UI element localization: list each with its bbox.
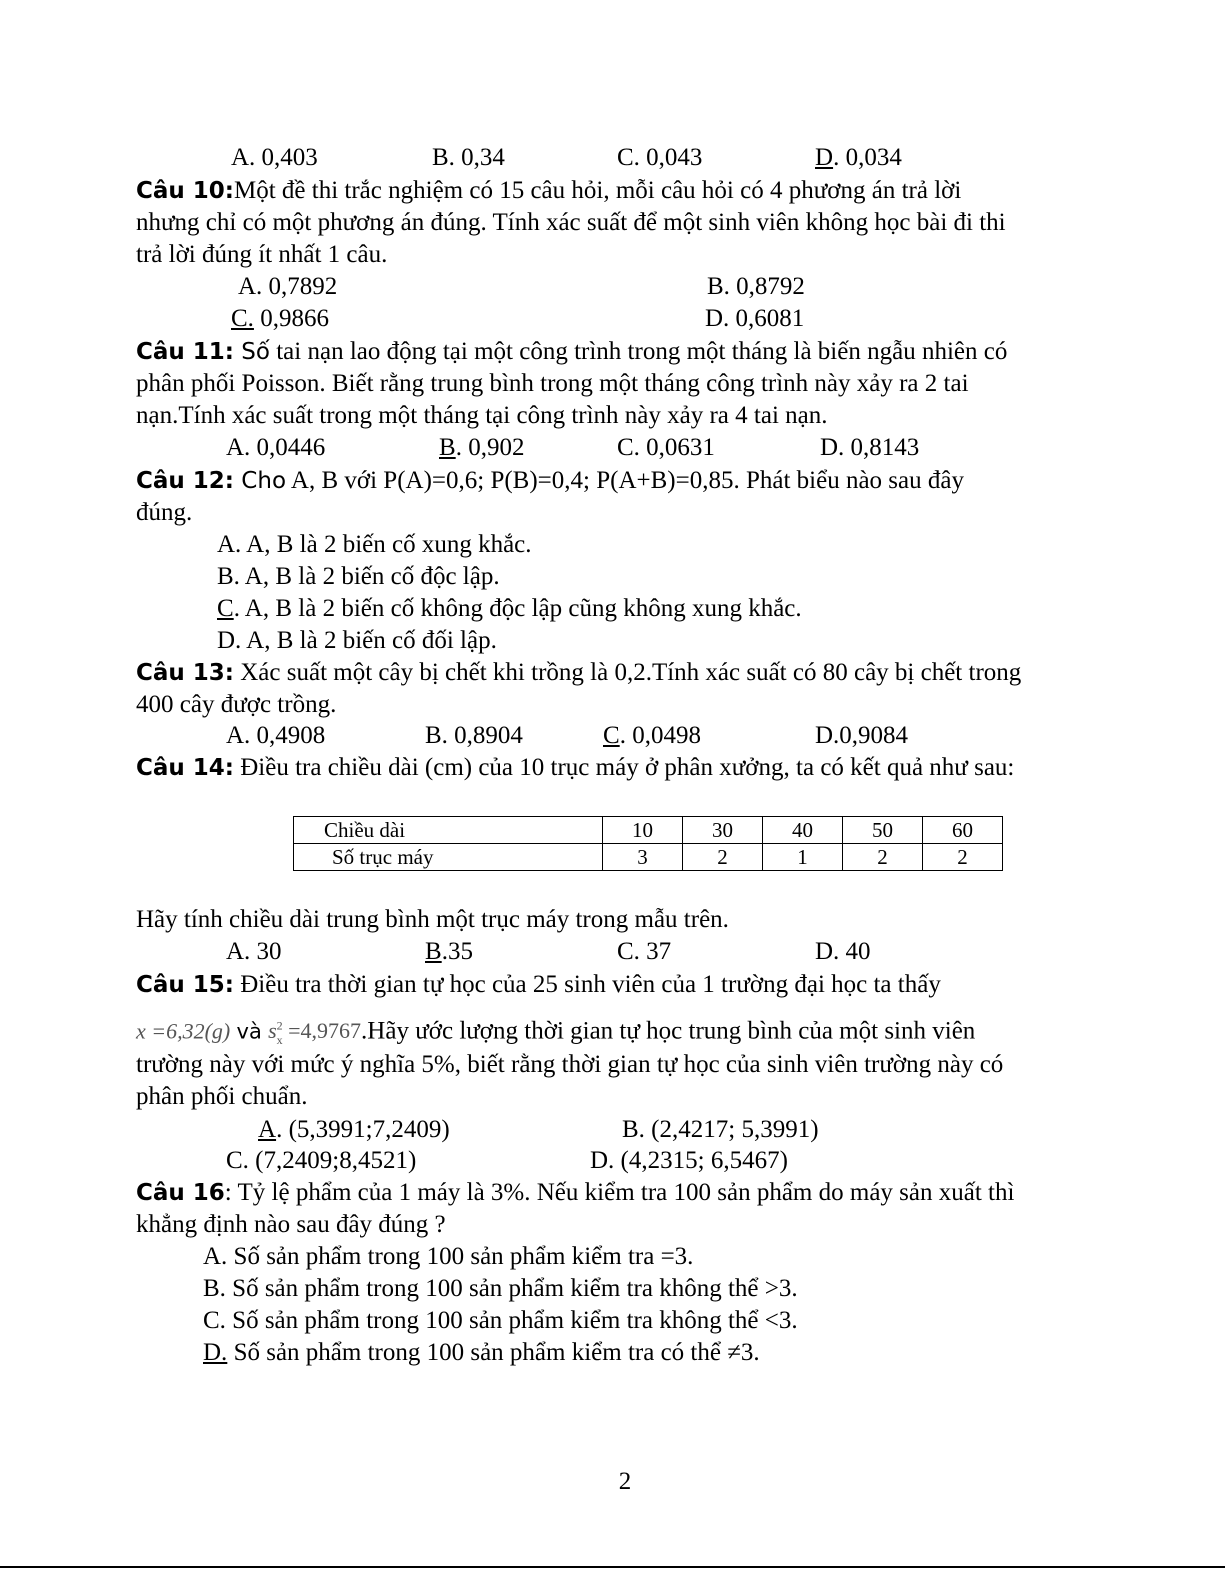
table-cell: 50: [843, 817, 923, 844]
q15-option-b: B. (2,4217; 5,3991): [622, 1116, 819, 1143]
answer-letter: C: [603, 722, 620, 749]
page-bottom-divider: [0, 1566, 1225, 1568]
table-cell: 2: [923, 844, 1003, 871]
length-frequency-table: [293, 816, 1003, 871]
q16-option-a: A. Số sản phẩm trong 100 sản phẩm kiểm tra =3.: [203, 1243, 694, 1270]
q11-option-c: C. 0,0631: [617, 434, 715, 461]
q13-line1: [136, 657, 1021, 689]
q10-option-d: D. 0,6081: [705, 305, 805, 332]
option-text: 0,9866: [253, 305, 329, 332]
q11-option-a: A. 0,0446: [226, 434, 326, 461]
page-number: 2: [618, 1468, 632, 1495]
q10-line2: nhưng chỉ có một phương án đúng. Tính xác suất để một sinh viên không học bài đi thi: [136, 209, 1006, 236]
question-text: .Hãy ước lượng thời gian tự học trung bình của một sinh viên: [361, 1017, 976, 1045]
question-text: Điều tra thời gian tự học của 25 sinh viên của 1 trường đại học ta thấy: [234, 971, 941, 998]
q9-option-b: B. 0,34: [432, 144, 505, 171]
table-row: [294, 844, 1003, 871]
table-cell: 30: [683, 817, 763, 844]
q12-line1: [136, 465, 964, 497]
q16-option-c: C. Số sản phẩm trong 100 sản phẩm kiểm tra không thể <3.: [203, 1307, 798, 1334]
option-text: Số sản phẩm trong 100 sản phẩm kiểm tra có thể ≠3.: [227, 1339, 760, 1366]
table-row-label: Số trục máy: [294, 844, 603, 871]
question-lead: Cho: [234, 468, 287, 494]
table-cell: 1: [763, 844, 843, 871]
table-cell: 40: [763, 817, 843, 844]
q12-option-b: B. A, B là 2 biến cố độc lập.: [217, 563, 500, 590]
table-row-label: Chiều dài: [294, 817, 603, 844]
q12-option-c: [217, 593, 802, 625]
q13-option-a: A. 0,4908: [226, 722, 326, 749]
option-text: .35: [441, 938, 473, 965]
conjunction-va: và: [236, 1019, 262, 1044]
q15-line1: [136, 969, 941, 1001]
question-label: Câu 10:: [136, 178, 234, 204]
q9-option-d: [815, 142, 902, 174]
q10-option-a: A. 0,7892: [238, 273, 338, 300]
q16-option-b: B. Số sản phẩm trong 100 sản phẩm kiểm tra không thể >3.: [203, 1275, 798, 1302]
q16-option-d: [203, 1337, 760, 1369]
q14-option-d: D. 40: [815, 938, 871, 965]
q12-line2: đúng.: [136, 499, 193, 526]
q11-option-b: [439, 432, 524, 464]
q14-option-a: A. 30: [226, 938, 282, 965]
q14-line1: [136, 752, 1014, 784]
question-label: Câu 16: [136, 1180, 225, 1206]
question-label: Câu 12:: [136, 468, 234, 494]
q10-option-c: [231, 303, 329, 335]
question-label: Câu 14:: [136, 755, 234, 781]
question-text: : Tỷ lệ phẩm của 1 máy là 3%. Nếu kiểm tra 100 sản phẩm do máy sản xuất thì: [224, 1179, 1015, 1206]
q13-option-c: [603, 720, 701, 752]
q11-line1: [136, 336, 1007, 368]
answer-letter: B: [425, 938, 442, 965]
q15-line4: phân phối chuẩn.: [136, 1083, 308, 1110]
q16-line1: [136, 1177, 1014, 1209]
q14-line2: Hãy tính chiều dài trung bình một trục máy trong mẫu trên.: [136, 906, 729, 933]
answer-letter: D.: [203, 1339, 228, 1366]
question-text: Điều tra chiều dài (cm) của 10 trục máy ở phân xưởng, ta có kết quả như sau:: [234, 754, 1015, 781]
q11-line2: phân phối Poisson. Biết rằng trung bình trong một tháng công trình này xảy ra 2 tai: [136, 370, 969, 397]
question-lead: Số: [234, 339, 270, 365]
answer-letter: D: [815, 144, 834, 171]
table-cell: 10: [603, 817, 683, 844]
answer-letter: A: [258, 1116, 277, 1143]
q13-option-d: D.0,9084: [815, 722, 909, 749]
table-cell: 3: [603, 844, 683, 871]
table-cell: 2: [843, 844, 923, 871]
table-cell: 2: [683, 844, 763, 871]
option-text: . 0,902: [455, 434, 525, 461]
table-row: [294, 817, 1003, 844]
q15-option-d: D. (4,2315; 6,5467): [590, 1147, 788, 1174]
answer-letter: C.: [231, 305, 254, 332]
answer-letter: B: [439, 434, 456, 461]
sample-variance-formula: $s^2_x =4,9767$: [268, 1018, 362, 1047]
question-text: A, B với P(A)=0,6; P(B)=0,4; P(A+B)=0,85. Phát biểu nào sau đây: [286, 467, 964, 494]
q13-option-b: B. 0,8904: [425, 722, 523, 749]
option-text: . (5,3991;7,2409): [276, 1116, 450, 1143]
table-cell: 60: [923, 817, 1003, 844]
q10-line3: trả lời đúng ít nhất 1 câu.: [136, 241, 388, 268]
question-label: Câu 15:: [136, 972, 234, 998]
q12-option-a: A. A, B là 2 biến cố xung khắc.: [217, 531, 532, 558]
q15-option-a: [258, 1114, 450, 1146]
sample-mean-formula: x =6,32(g): [136, 1018, 231, 1044]
q10-option-b: B. 0,8792: [707, 273, 805, 300]
question-label: Câu 13:: [136, 660, 234, 686]
option-text: . 0,0498: [619, 722, 701, 749]
q11-option-d: D. 0,8143: [820, 434, 920, 461]
q15-line3: trường này với mức ý nghĩa 5%, biết rằng thời gian tự học của sinh viên trường này có: [136, 1051, 1004, 1078]
question-text: tai nạn lao động tại một công trình trong một tháng là biến ngẫu nhiên có: [269, 338, 1008, 365]
option-text: . 0,034: [833, 144, 902, 171]
q16-line2: khẳng định nào sau đây đúng ?: [136, 1211, 446, 1238]
q12-option-d: D. A, B là 2 biến cố đối lập.: [217, 627, 497, 654]
answer-letter: C: [217, 595, 234, 622]
q14-option-b: [425, 936, 473, 968]
q11-line3: nạn.Tính xác suất trong một tháng tại công trình này xảy ra 4 tai nạn.: [136, 402, 828, 429]
question-text: Một đề thi trắc nghiệm có 15 câu hỏi, mỗi câu hỏi có 4 phương án trả lời: [234, 177, 962, 204]
q9-option-a: A. 0,403: [231, 144, 318, 171]
q14-option-c: C. 37: [617, 938, 672, 965]
q10-line1: [136, 175, 961, 207]
option-text: . A, B là 2 biến cố không độc lập cũng không xung khắc.: [233, 595, 802, 622]
question-text: Xác suất một cây bị chết khi trồng là 0,2.Tính xác suất có 80 cây bị chết trong: [234, 659, 1022, 686]
question-label: Câu 11:: [136, 339, 234, 365]
q13-line2: 400 cây được trồng.: [136, 691, 337, 718]
q9-option-c: C. 0,043: [617, 144, 703, 171]
q15-option-c: C. (7,2409;8,4521): [226, 1147, 417, 1174]
